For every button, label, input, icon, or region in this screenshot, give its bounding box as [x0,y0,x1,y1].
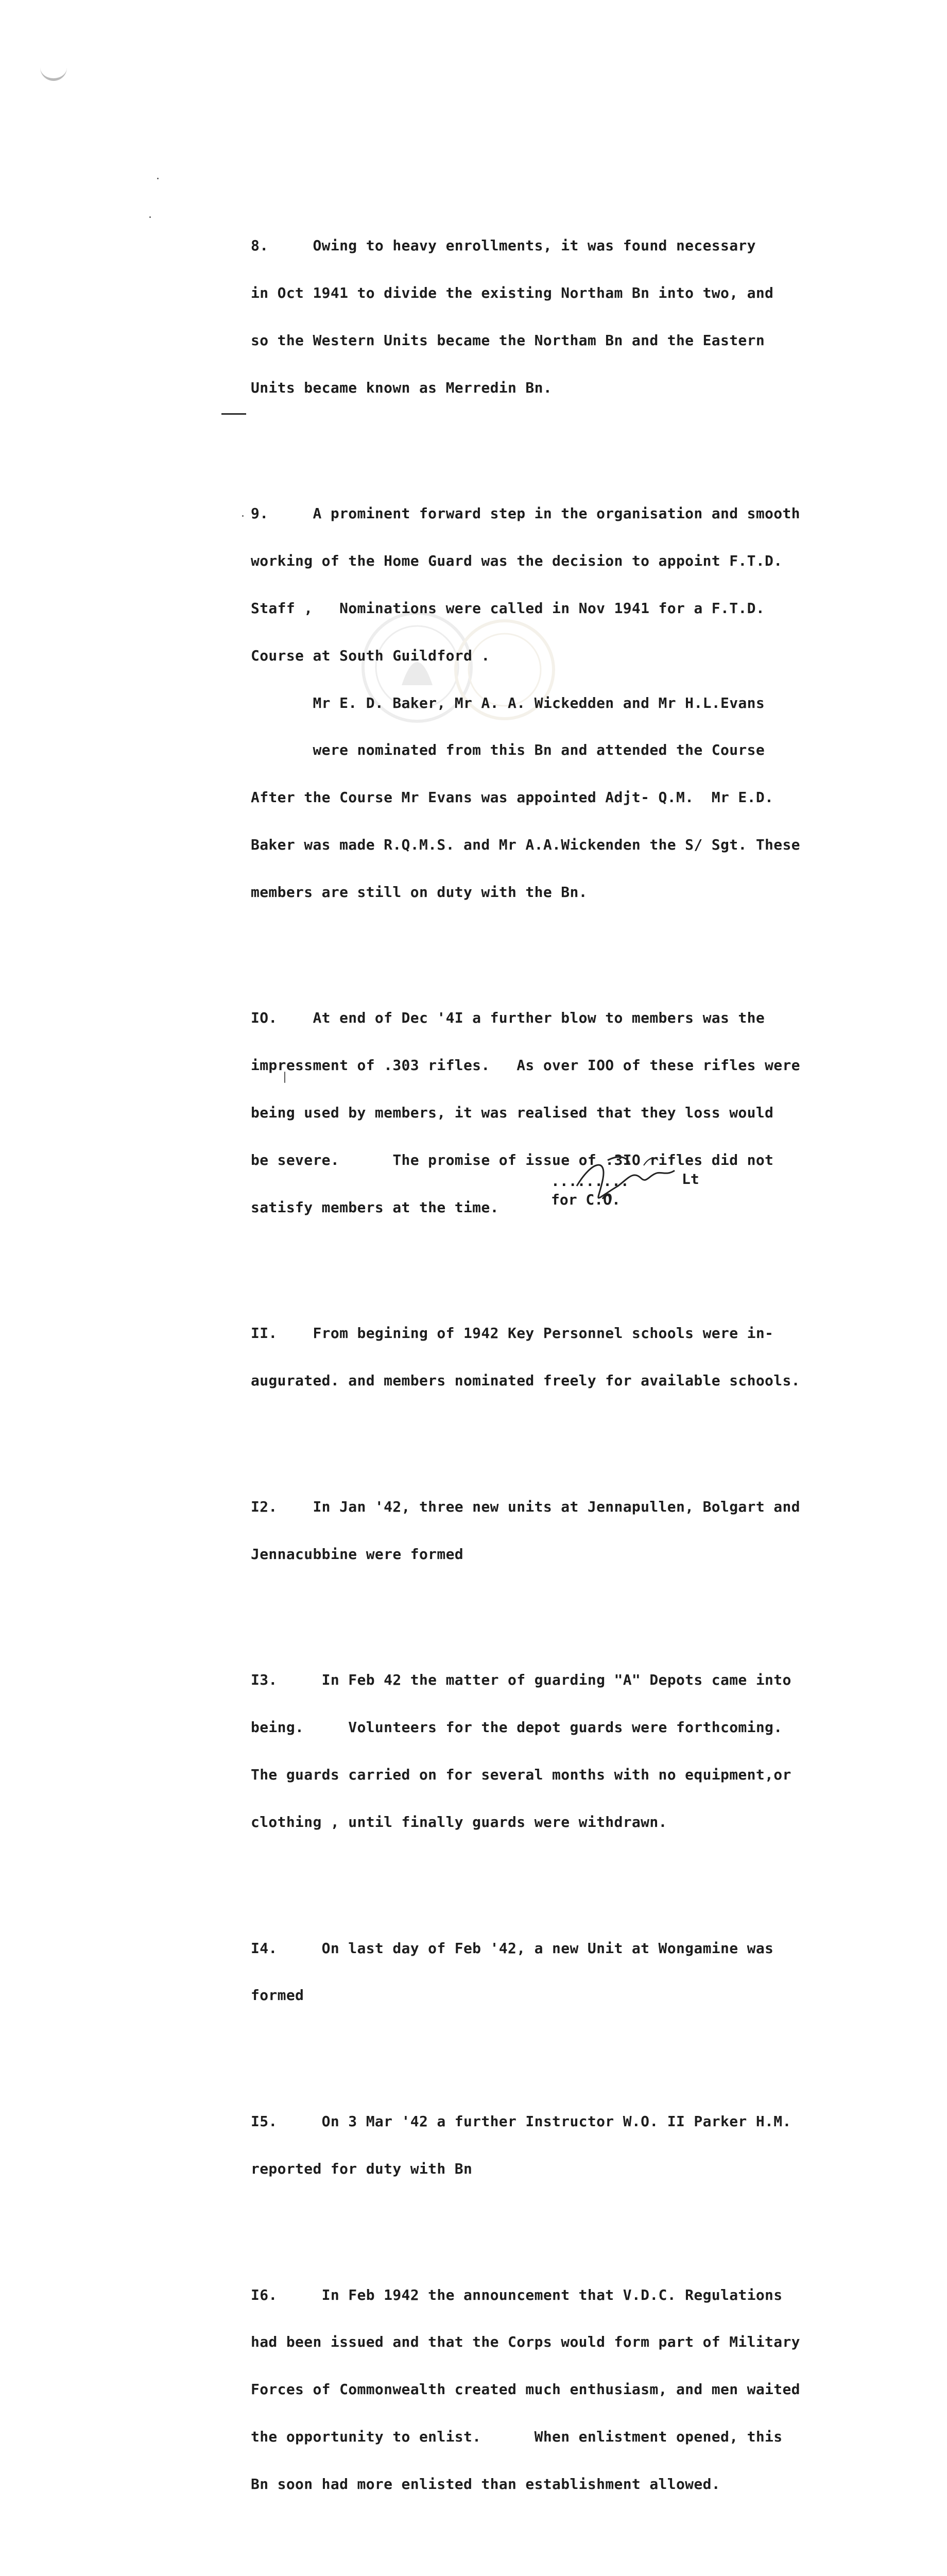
text-line: impressment of .303 rifles. As over IOO of these rifles were [251,1057,800,1074]
paragraph-16 [251,2256,858,2523]
text-line: After the Course Mr Evans was appointed Adjt- Q.M. Mr E.D. [251,789,774,806]
text-line: reported for duty with Bn [251,2160,473,2177]
text-line: were nominated from this Bn and attended the Course [251,741,765,759]
speck [157,178,159,179]
text-line: formed [251,1987,304,2004]
text-line: Course at South Guildford . [251,647,490,664]
text-line: Baker was made R.Q.M.S. and Mr A.A.Wickenden the S/ Sgt. These [251,836,800,853]
text-line: I4. On last day of Feb '42, a new Unit at Wongamine was [251,1939,774,1957]
signature-dots: ......... [551,1173,629,1190]
text-line: II. From begining of 1942 Key Personnel schools were in- [251,1325,774,1342]
text-line: working of the Home Guard was the decision to appoint F.T.D. [251,552,783,570]
text-line: members are still on duty with the Bn. [251,883,588,901]
text-line: clothing , until finally guards were withdrawn. [251,1813,667,1831]
typed-document-body [251,175,858,2576]
paragraph-15 [251,2082,858,2209]
text-line: Forces of Commonwealth created much enthusiasm, and men waited [251,2381,800,2398]
speck [242,515,244,517]
text-line: be severe. The promise of issue of .3IO rifles did not [251,1151,774,1168]
text-line: the opportunity to enlist. When enlistment opened, this [251,2428,783,2445]
text-line: augurated. and members nominated freely for available schools. [251,1372,800,1389]
paragraph-17 [251,2571,858,2576]
text-line: had been issued and that the Corps would form part of Military [251,2333,800,2351]
margin-pen-mark [221,413,246,415]
text-line: 9. A prominent forward step in the organisation and smooth [251,505,800,522]
text-line: Jennacubbine were formed [251,1545,463,1563]
speck [149,216,151,218]
paragraph-12 [251,1468,858,1594]
text-line: Units became known as Merredin Bn. [251,379,553,396]
text-line: I2. In Jan '42, three new units at Jennapullen, Bolgart and [251,1498,800,1515]
text-line: I5. On 3 Mar '42 a further Instructor W.O. II Parker H.M. [251,2113,791,2130]
text-line: I6. In Feb 1942 the announcement that V.D.C. Regulations [251,2286,783,2303]
paragraph-8 [251,207,858,427]
text-line: I3. In Feb 42 the matter of guarding "A" Depots came into [251,1671,791,1689]
paragraph-13 [251,1641,858,1861]
text-line: so the Western Units became the Northam Bn and the Eastern [251,331,765,349]
signature-for-line: for C.O. [551,1191,621,1208]
signature-block [551,1150,716,1212]
paragraph-11 [251,1294,858,1420]
signature-rank: Lt [682,1171,699,1188]
text-line: being used by members, it was realised that they loss would [251,1104,774,1122]
text-line: Mr E. D. Baker, Mr A. A. Wickedden and Mr H.L.Evans [251,694,765,711]
paragraph-9 [251,474,858,931]
text-line: being. Volunteers for the depot guards were forthcoming. [251,1719,783,1736]
text-line: The guards carried on for several months with no equipment,or [251,1766,791,1783]
text-line: satisfy members at the time. [251,1198,499,1216]
text-line: Bn soon had more enlisted than establishment allowed. [251,2475,720,2493]
text-line: Staff , Nominations were called in Nov 1941 for a F.T.D. [251,600,765,617]
text-line: in Oct 1941 to divide the existing Northam Bn into two, and [251,284,774,302]
paragraph-14 [251,1909,858,2035]
text-line: IO. At end of Dec '4I a further blow to members was the [251,1009,765,1027]
text-line: 8. Owing to heavy enrollments, it was found necessary [251,237,756,255]
punch-hole-mark [40,56,67,81]
